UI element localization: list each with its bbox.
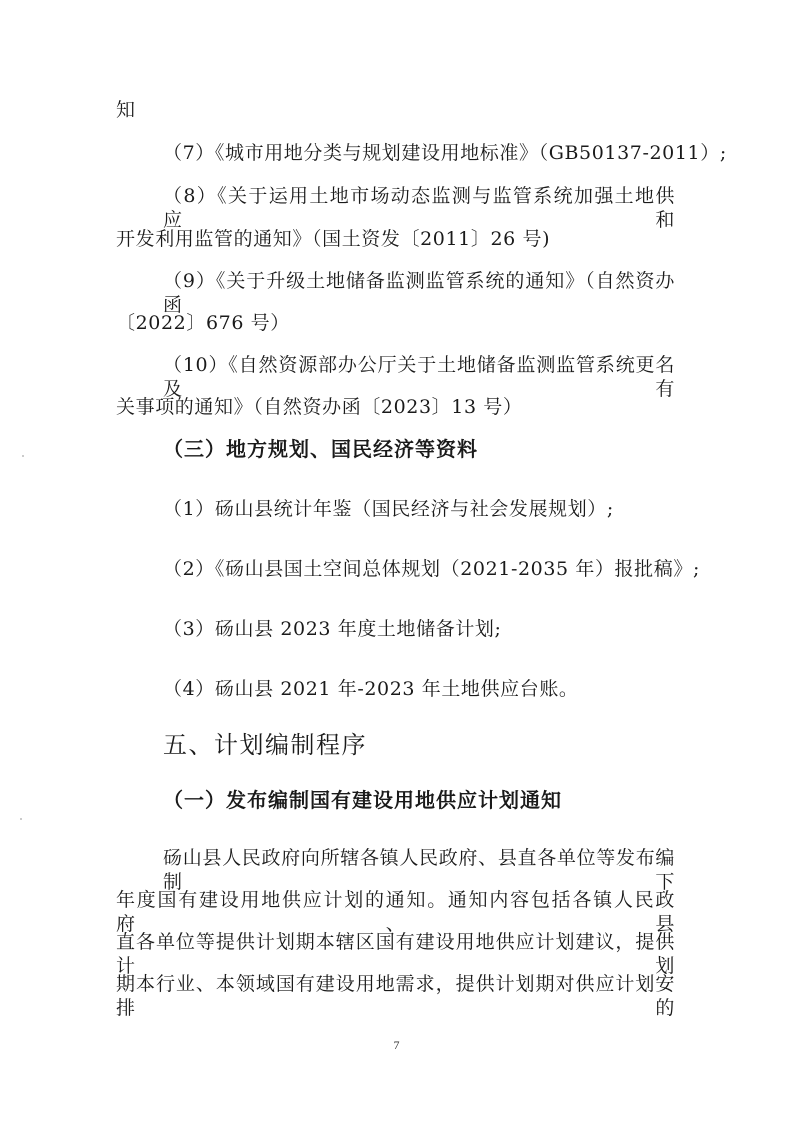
body-paragraph-line-4: 期本行业、本领域国有建设用地需求，提供计划期对供应计划安排的 <box>116 973 675 1019</box>
body-paragraph-line-2: 年度国有建设用地供应计划的通知。通知内容包括各镇人民政府、县 <box>116 889 675 935</box>
local-material-2: （2）《砀山县国土空间总体规划（2021-2035 年）报批稿》; <box>163 558 700 580</box>
body-paragraph-line-3: 直各单位等提供计划期本辖区国有建设用地供应计划建议，提供计划 <box>116 931 675 977</box>
reference-item-10-continued: 关事项的通知》（自然资办函〔2023〕13 号） <box>116 396 523 418</box>
local-material-4: （4）砀山县 2021 年-2023 年土地供应台账。 <box>163 678 579 700</box>
reference-item-8-continued: 开发利用监管的通知》（国土资发〔2011〕26 号) <box>116 228 551 250</box>
page-number: 7 <box>393 1038 400 1052</box>
sub-heading-publish-notice: （一）发布编制国有建设用地供应计划通知 <box>163 788 562 812</box>
reference-item-8: （8）《关于运用土地市场动态监测与监管系统加强土地供应和 <box>163 185 675 231</box>
reference-item-7: （7）《城市用地分类与规划建设用地标准》（GB50137-2011）; <box>163 142 727 164</box>
reference-item-9: （9）《关于升级土地储备监测监管系统的通知》（自然资办函 <box>163 270 675 316</box>
reference-item-9-continued: 〔2022〕676 号） <box>116 312 290 334</box>
reference-item-10: （10）《自然资源部办公厅关于土地储备监测监管系统更名及有 <box>163 354 675 400</box>
sub-heading-local-plans: （三）地方规划、国民经济等资料 <box>163 437 478 461</box>
body-paragraph-line-1: 砀山县人民政府向所辖各镇人民政府、县直各单位等发布编制下 <box>163 847 675 893</box>
local-material-1: （1）砀山县统计年鉴（国民经济与社会发展规划）; <box>163 498 614 520</box>
section-heading: 五、计划编制程序 <box>163 731 367 759</box>
scan-speck <box>22 455 24 457</box>
scan-speck <box>20 818 22 820</box>
continued-text-fragment: 知 <box>116 99 136 121</box>
local-material-3: （3）砀山县 2023 年度土地储备计划; <box>163 618 502 640</box>
